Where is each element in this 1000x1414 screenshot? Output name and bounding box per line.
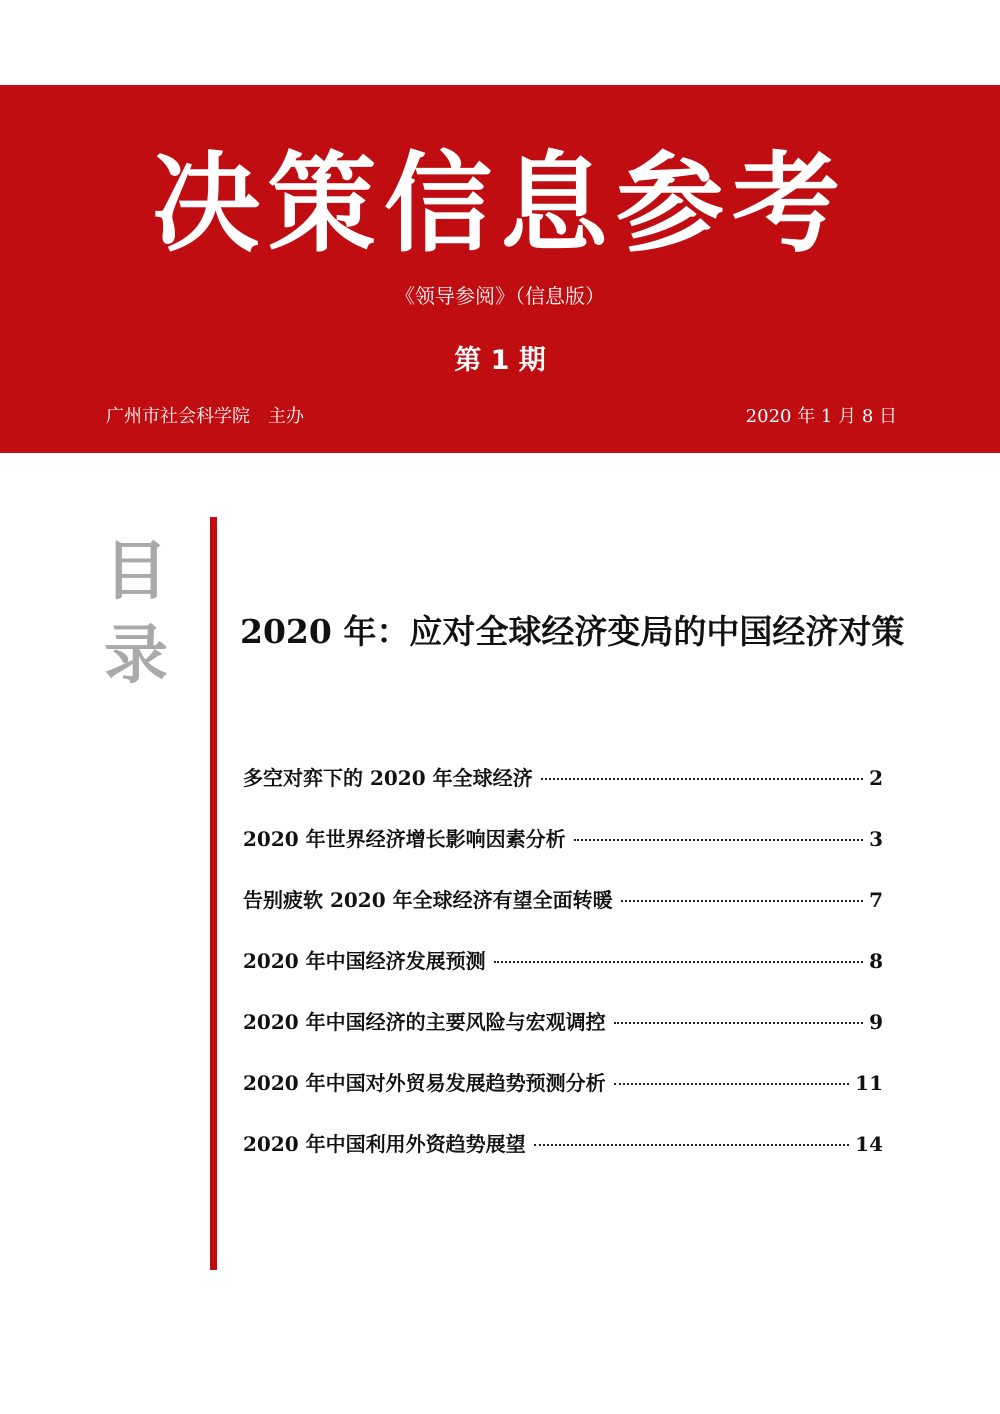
toc-leader-dots bbox=[614, 1022, 863, 1024]
toc-entry-page: 3 bbox=[869, 827, 883, 851]
publisher: 广州市社会科学院 主办 bbox=[106, 406, 304, 427]
toc-label bbox=[100, 530, 172, 698]
issue-topic: 2020 年：应对全球经济变局的中国经济对策 bbox=[240, 612, 905, 651]
toc-entry-page: 14 bbox=[855, 1132, 883, 1156]
toc-entry-title: 2020 年中国对外贸易发展趋势预测分析 bbox=[243, 1071, 606, 1095]
publication-title: 决策信息参考 bbox=[151, 142, 848, 267]
toc-entry[interactable] bbox=[243, 882, 883, 943]
issue-number: 第 1 期 bbox=[454, 345, 546, 376]
publication-subtitle: 《领导参阅》（信息版） bbox=[395, 284, 605, 308]
toc-leader-dots bbox=[574, 839, 863, 841]
toc-entry-page: 8 bbox=[869, 949, 883, 973]
toc-leader-dots bbox=[621, 900, 863, 902]
toc-entry[interactable] bbox=[243, 821, 883, 882]
toc-entry-page: 9 bbox=[869, 1010, 883, 1034]
toc-entry-title: 2020 年中国经济发展预测 bbox=[243, 949, 486, 973]
toc-entry[interactable] bbox=[243, 760, 883, 821]
toc-entry[interactable] bbox=[243, 943, 883, 1004]
toc-entry-page: 7 bbox=[869, 888, 883, 912]
toc-entry-title: 2020 年中国利用外资趋势展望 bbox=[243, 1132, 526, 1156]
toc-entry-title: 告别疲软 2020 年全球经济有望全面转暖 bbox=[243, 888, 613, 912]
publication-date: 2020 年 1 月 8 日 bbox=[745, 406, 897, 427]
header-banner bbox=[0, 85, 1000, 453]
toc-leader-dots bbox=[541, 778, 863, 780]
toc-entry-page: 2 bbox=[869, 766, 883, 790]
divider-line bbox=[210, 517, 217, 1270]
toc-leader-dots bbox=[614, 1083, 850, 1085]
toc-entry-title: 2020 年世界经济增长影响因素分析 bbox=[243, 827, 566, 851]
toc-entry-title: 多空对弈下的 2020 年全球经济 bbox=[243, 766, 533, 790]
toc-entry[interactable] bbox=[243, 1004, 883, 1065]
toc-entry[interactable] bbox=[243, 1065, 883, 1126]
toc-label-char: 目 bbox=[104, 535, 168, 609]
toc-list bbox=[243, 760, 883, 1187]
toc-label-char: 录 bbox=[104, 619, 168, 693]
toc-entry[interactable] bbox=[243, 1126, 883, 1187]
toc-entry-title: 2020 年中国经济的主要风险与宏观调控 bbox=[243, 1010, 606, 1034]
toc-leader-dots bbox=[534, 1144, 850, 1146]
toc-entry-page: 11 bbox=[855, 1071, 883, 1095]
toc-leader-dots bbox=[494, 961, 863, 963]
